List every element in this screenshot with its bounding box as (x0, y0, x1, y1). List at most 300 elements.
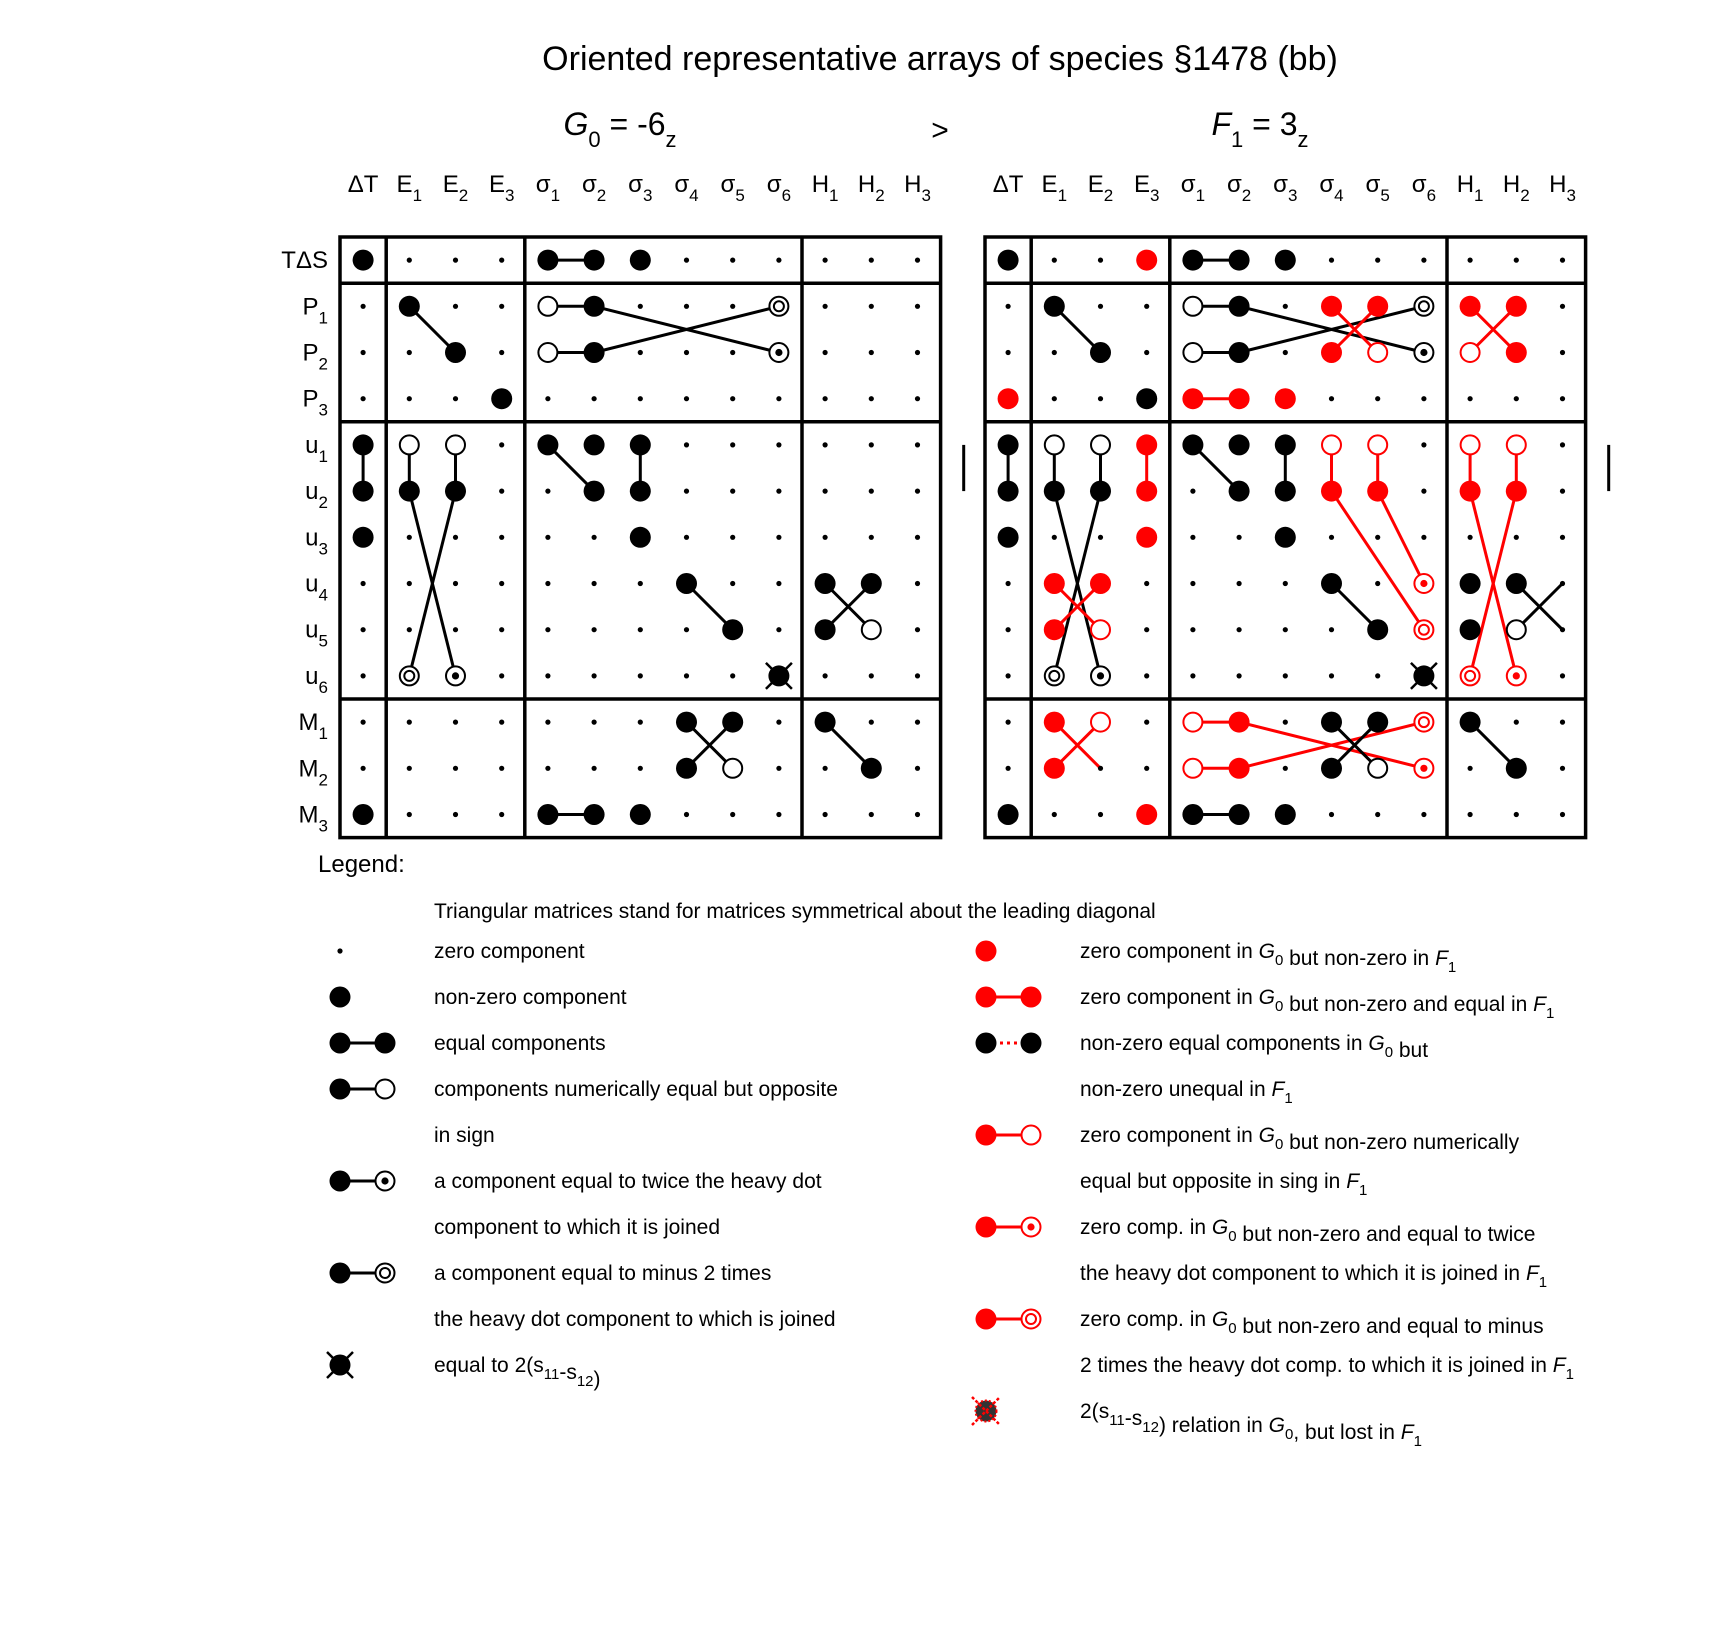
array-cell (869, 812, 874, 817)
array-cell (1321, 712, 1342, 733)
array-cell (1006, 350, 1011, 355)
array-cell (1460, 573, 1481, 594)
array-cell (1506, 342, 1527, 363)
array-cell (776, 627, 781, 632)
array-cell (1144, 304, 1149, 309)
array-cell (1560, 581, 1565, 586)
array-cell (353, 804, 374, 825)
row-header: $P_3$ (302, 385, 328, 420)
left-array-label (563, 106, 676, 152)
legend-symbol (330, 1263, 395, 1284)
array-cell (1275, 250, 1296, 271)
column-header: $H_2$ (857, 171, 885, 205)
array-cell (499, 258, 504, 263)
array-cell (638, 627, 643, 632)
array-cell (537, 250, 558, 271)
array-cell (1560, 720, 1565, 725)
legend-text: zero component (434, 940, 585, 963)
array-cell (1182, 434, 1203, 455)
array-cell (1460, 296, 1481, 317)
array-cell (1560, 442, 1565, 447)
array-cell (1045, 666, 1064, 685)
array-cell (684, 673, 689, 678)
column-header: $H_1$ (1456, 171, 1484, 205)
column-header: $E_2$ (1087, 171, 1114, 205)
array-cell (538, 343, 557, 362)
array-cell (769, 343, 788, 362)
array-cell (1044, 296, 1065, 317)
legend-heading: Legend: (318, 851, 405, 878)
legend-symbol (330, 987, 351, 1008)
array-cell (1229, 296, 1250, 317)
array-cell (1414, 343, 1433, 362)
legend-symbol (330, 1079, 395, 1100)
column-header: $E_1$ (1041, 171, 1068, 205)
legend-text: a component equal to twice the heavy dot (434, 1170, 822, 1193)
column-header: $\sigma_5$ (720, 171, 745, 205)
legend-dot (376, 1264, 395, 1283)
array-cell (499, 350, 504, 355)
array-cell (453, 535, 458, 540)
array-cell (1367, 619, 1388, 640)
array-cell (453, 766, 458, 771)
array-cell (453, 581, 458, 586)
array-cell (1514, 720, 1519, 725)
array-cell (446, 435, 465, 454)
array-equation: $G_0 = -6_z$ (563, 106, 677, 152)
row-header: $P_2$ (302, 339, 328, 374)
array-cell (361, 720, 366, 725)
array-cell (823, 258, 828, 263)
array-cell (1006, 304, 1011, 309)
array-cell (1144, 766, 1149, 771)
array-cell (1507, 435, 1526, 454)
legend-dot (330, 1033, 351, 1054)
array-cell (1468, 766, 1473, 771)
array-cell (1329, 673, 1334, 678)
array-cell (823, 673, 828, 678)
array-cell (1421, 396, 1426, 401)
array-cell (1329, 627, 1334, 632)
array-cell (823, 442, 828, 447)
legend-text: equal but opposite in sing in $F_1$ (1080, 1170, 1368, 1199)
array-cell (584, 481, 605, 502)
column-header: $\sigma_3$ (628, 171, 653, 205)
array-cell (407, 258, 412, 263)
array-cell (823, 396, 828, 401)
array-cell (353, 527, 374, 548)
array-cell (730, 812, 735, 817)
array-cell (776, 535, 781, 540)
array-cell (1136, 527, 1157, 548)
array-cell (915, 396, 920, 401)
array-cell (399, 296, 420, 317)
array-cell (1090, 573, 1111, 594)
column-header: $H_3$ (1549, 171, 1576, 205)
legend-symbol (337, 948, 342, 953)
legend-dot (1022, 1218, 1041, 1237)
array-cell (1414, 759, 1433, 778)
array-cell (1098, 535, 1103, 540)
array-cell (499, 581, 504, 586)
array-cell (1044, 712, 1065, 733)
array-cell (815, 619, 836, 640)
array-cell (545, 396, 550, 401)
array-cell (1329, 535, 1334, 540)
array-cell (823, 489, 828, 494)
array-cell (453, 627, 458, 632)
array-cell (407, 396, 412, 401)
array-cell (684, 350, 689, 355)
left-array (281, 171, 963, 838)
array-cell (407, 581, 412, 586)
array-cell (1507, 620, 1526, 639)
array-cell (730, 304, 735, 309)
array-cell (630, 481, 651, 502)
array-cell (1283, 350, 1288, 355)
array-cell (776, 442, 781, 447)
array-cell (869, 720, 874, 725)
array-cell (915, 812, 920, 817)
legend-note: Triangular matrices stand for matrices symmetrical about the leading diagonal (434, 900, 1156, 923)
array-cell (499, 766, 504, 771)
array-cell (1098, 258, 1103, 263)
legend-text: a component equal to minus 2 times (434, 1262, 772, 1285)
array-cell (1375, 396, 1380, 401)
array-cell (676, 758, 697, 779)
array-cell (1006, 720, 1011, 725)
array-cell (1375, 535, 1380, 540)
array-cell (915, 581, 920, 586)
legend-text: the heavy dot component to which is joined (434, 1308, 836, 1331)
array-cell (1136, 481, 1157, 502)
array-cell (1560, 673, 1565, 678)
column-header: $\sigma_6$ (1411, 171, 1437, 205)
array-cell (1421, 535, 1426, 540)
array-cell (630, 250, 651, 271)
array-cell (776, 720, 781, 725)
component-link (1332, 491, 1424, 630)
array-cell (869, 396, 874, 401)
legend-cross (327, 1352, 353, 1378)
legend-dot (976, 941, 997, 962)
row-header: $u_6$ (305, 662, 328, 697)
legend-symbol (972, 1397, 1000, 1425)
array-cell (1329, 396, 1334, 401)
array-cell (592, 720, 597, 725)
array-cell (1514, 812, 1519, 817)
column-header: $\sigma_6$ (766, 171, 792, 205)
array-cell (545, 581, 550, 586)
column-header: $E_1$ (396, 171, 423, 205)
array-cell (1136, 434, 1157, 455)
array-cell (1229, 388, 1250, 409)
array-cell (1275, 388, 1296, 409)
legend-dot (1022, 1126, 1041, 1145)
array-cell (776, 396, 781, 401)
array-cell (1275, 527, 1296, 548)
array-cell (361, 627, 366, 632)
array-cell (1560, 304, 1565, 309)
array-cell (869, 350, 874, 355)
row-header: $M_3$ (298, 801, 328, 836)
column-header: $\sigma_2$ (1226, 171, 1252, 205)
array-cell (400, 435, 419, 454)
array-cell (861, 573, 882, 594)
legend-text: equal components (434, 1032, 606, 1055)
array-cell (684, 396, 689, 401)
legend-symbol (330, 1033, 396, 1054)
array-cell (998, 388, 1019, 409)
array-cell (823, 304, 828, 309)
array-cell (730, 442, 735, 447)
legend-cross (972, 1397, 1000, 1425)
array-cell (730, 396, 735, 401)
array-cell (1321, 758, 1342, 779)
array-cell (1321, 296, 1342, 317)
row-header: $u_2$ (305, 478, 328, 513)
array-cell (491, 388, 512, 409)
array-cell (361, 766, 366, 771)
array-cell (1144, 673, 1149, 678)
legend-symbol (976, 1309, 1041, 1330)
array-cell (1006, 627, 1011, 632)
array-cell (361, 350, 366, 355)
column-header: $\sigma_1$ (535, 171, 561, 205)
array-cell (545, 766, 550, 771)
array-equation: $F_1 = 3_z$ (1211, 106, 1309, 152)
array-cell (399, 481, 420, 502)
legend-dot (337, 948, 342, 953)
column-header: $\sigma_1$ (1180, 171, 1206, 205)
array-cell (1560, 396, 1565, 401)
array-cell (769, 297, 788, 316)
legend-text: zero component in $G_0$ but non-zero numerically (1080, 1124, 1520, 1154)
array-cell (1090, 481, 1111, 502)
array-cell (592, 535, 597, 540)
array-cell (1006, 581, 1011, 586)
array-cell (407, 627, 412, 632)
array-cell (1468, 258, 1473, 263)
array-cell (1190, 535, 1195, 540)
column-header: $H_1$ (811, 171, 839, 205)
array-cell (1229, 250, 1250, 271)
array-cell (1414, 620, 1433, 639)
column-header: ΔT (347, 171, 379, 198)
row-header: $M_1$ (298, 709, 328, 744)
legend-text: zero comp. in $G_0$ but non-zero and equal to minus (1080, 1308, 1544, 1338)
array-cell (869, 673, 874, 678)
array-cell (722, 712, 743, 733)
array-cell (1237, 535, 1242, 540)
array-cell (453, 258, 458, 263)
array-cell (1183, 713, 1202, 732)
array-cell (1190, 581, 1195, 586)
array-cell (776, 489, 781, 494)
array-cell (1506, 481, 1527, 502)
array-cell (676, 573, 697, 594)
array-cell (684, 627, 689, 632)
array-cell (1229, 804, 1250, 825)
legend-dot (1022, 1310, 1041, 1329)
array-cell (630, 804, 651, 825)
array-cell (638, 766, 643, 771)
row-header: $M_2$ (298, 755, 328, 790)
array-cell (1560, 812, 1565, 817)
column-header: $E_3$ (488, 171, 515, 205)
array-cell (1283, 304, 1288, 309)
array-cell (998, 434, 1019, 455)
array-cell (1506, 296, 1527, 317)
array-cell (1190, 673, 1195, 678)
array-cell (1460, 712, 1481, 733)
array-cell (869, 258, 874, 263)
array-cell (684, 812, 689, 817)
column-header: ΔT (992, 171, 1024, 198)
right-array (985, 171, 1609, 838)
array-cell (1460, 481, 1481, 502)
legend-text: in sign (434, 1124, 495, 1147)
array-cell (1229, 481, 1250, 502)
array-cell (1182, 250, 1203, 271)
array-cell (1090, 342, 1111, 363)
array-cell (722, 619, 743, 640)
array-cell (915, 627, 920, 632)
array-cell (1091, 713, 1110, 732)
array-cell (1144, 720, 1149, 725)
array-cell (1237, 627, 1242, 632)
array-cell (545, 627, 550, 632)
array-cell (915, 442, 920, 447)
array-cell (1283, 627, 1288, 632)
array-cell (407, 812, 412, 817)
array-cell (407, 350, 412, 355)
array-cell (1421, 489, 1426, 494)
array-cell (998, 527, 1019, 548)
array-cell (1560, 627, 1565, 632)
array-cell (638, 396, 643, 401)
array-cell (361, 304, 366, 309)
legend-symbol (976, 987, 1042, 1008)
array-cell (499, 535, 504, 540)
array-cell (1375, 812, 1380, 817)
array-cell (361, 581, 366, 586)
array-cell (584, 250, 605, 271)
array-cell (1006, 766, 1011, 771)
array-cell (1560, 766, 1565, 771)
array-cell (1044, 481, 1065, 502)
array-cell (730, 673, 735, 678)
column-header: $\sigma_3$ (1273, 171, 1298, 205)
column-header: $\sigma_4$ (674, 171, 699, 205)
array-cell (453, 396, 458, 401)
array-cell (684, 535, 689, 540)
array-cell (1461, 343, 1480, 362)
legend-dot (976, 1217, 997, 1238)
array-cell (538, 297, 557, 316)
array-cell (592, 627, 597, 632)
array-cell (869, 304, 874, 309)
array-cell (537, 434, 558, 455)
legend-symbol (330, 1171, 395, 1192)
legend-text: the heavy dot component to which it is joined in $F_1$ (1080, 1262, 1548, 1291)
array-cell (1329, 258, 1334, 263)
array-cell (723, 759, 742, 778)
array-cell (361, 396, 366, 401)
array-cell (869, 489, 874, 494)
array-cell (915, 350, 920, 355)
array-cell (1229, 712, 1250, 733)
row-header: $u_1$ (305, 431, 328, 466)
array-cell (1183, 297, 1202, 316)
array-cell (684, 304, 689, 309)
legend-symbol (976, 1125, 1041, 1146)
array-cell (1367, 296, 1388, 317)
array-cell (1052, 396, 1057, 401)
legend-text: non-zero component (434, 986, 627, 1009)
array-cell (776, 258, 781, 263)
legend-dot (376, 1172, 395, 1191)
array-cell (1182, 804, 1203, 825)
array-cell (1044, 758, 1065, 779)
array-cell (353, 250, 374, 271)
array-cell (1421, 258, 1426, 263)
array-cell (1052, 258, 1057, 263)
array-cell (684, 489, 689, 494)
array-cell (861, 758, 882, 779)
array-cell (592, 673, 597, 678)
legend-symbol (327, 1352, 353, 1378)
array-cell (453, 720, 458, 725)
array-cell (1275, 804, 1296, 825)
array-cell (499, 720, 504, 725)
array-cell (499, 304, 504, 309)
array-cell (1098, 812, 1103, 817)
array-cell (1414, 574, 1433, 593)
row-header: $P_1$ (302, 293, 328, 328)
legend-text: component to which it is joined (434, 1216, 720, 1239)
legend-dot (330, 1263, 351, 1284)
array-cell (1229, 342, 1250, 363)
legend-text: non-zero equal components in $G_0$ but (1080, 1032, 1429, 1062)
array-cell (766, 663, 792, 689)
array-cell (1321, 481, 1342, 502)
array-cell (407, 535, 412, 540)
array-cell (730, 489, 735, 494)
array-cell (453, 304, 458, 309)
array-cell (815, 712, 836, 733)
array-cell (1006, 673, 1011, 678)
legend-dot (976, 1125, 997, 1146)
column-header: $\sigma_2$ (581, 171, 607, 205)
array-cell (1229, 434, 1250, 455)
array-cell (407, 720, 412, 725)
array-cell (584, 296, 605, 317)
array-cell (1368, 343, 1387, 362)
legend-dot (376, 1080, 395, 1099)
legend-text: non-zero unequal in $F_1$ (1080, 1078, 1293, 1107)
array-cell (1321, 342, 1342, 363)
legend-symbol (976, 941, 997, 962)
array-cell (545, 489, 550, 494)
array-cell (407, 766, 412, 771)
array-cell (676, 712, 697, 733)
array-cell (776, 581, 781, 586)
right-array-label (1211, 106, 1308, 152)
array-cell (869, 442, 874, 447)
array-cell (998, 250, 1019, 271)
array-cell (1144, 581, 1149, 586)
